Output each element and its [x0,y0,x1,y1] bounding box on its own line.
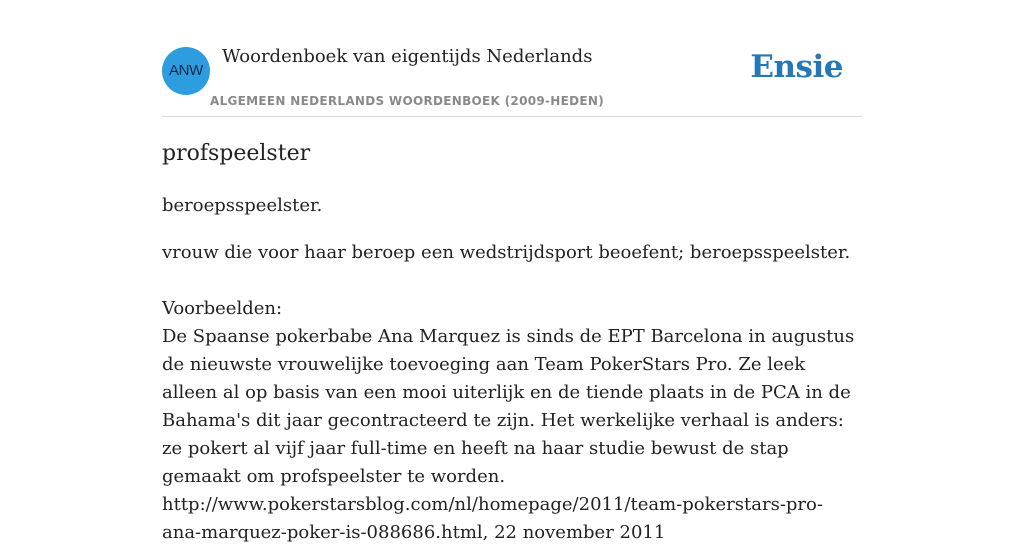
examples-section [162,295,862,547]
ensie-brand-link[interactable]: Ensie [750,49,843,85]
headword: profspeelster [162,141,311,166]
dictionary-subtitle: ALGEMEEN NEDERLANDS WOORDENBOEK (2009-HEDEN) [210,94,605,108]
long-definition: vrouw die voor haar beroep een wedstrijdsport beoefent; beroepsspeelster. [162,242,851,263]
examples-label: Voorbeelden: [162,298,283,319]
dictionary-header [162,40,862,117]
example-source: http://www.pokerstarsblog.com/nl/homepage/2011/team-pokerstars-pro-ana-marquez-poker-is-088686.html, 22 november 2011 [162,494,823,543]
dictionary-title[interactable]: Woordenboek van eigentijds Nederlands [222,46,593,67]
anw-logo[interactable]: ANW [162,47,210,95]
entry-content [162,138,862,547]
example-text: De Spaanse pokerbabe Ana Marquez is sinds de EPT Barcelona in augustus de nieuwste vrouwelijke toevoeging aan Team PokerStars Pro. Ze leek alleen al op basis van een mooi uiterlijk en de tiende plaats in de PCA in de Bahama's dit jaar gecontracteerd te zijn. Het werkelijke verhaal is anders: ze pokert al vijf jaar full-time en heeft na haar studie bewust de stap gemaakt om profspeelster te worden. [162,326,855,487]
short-definition: beroepsspeelster. [162,195,323,216]
